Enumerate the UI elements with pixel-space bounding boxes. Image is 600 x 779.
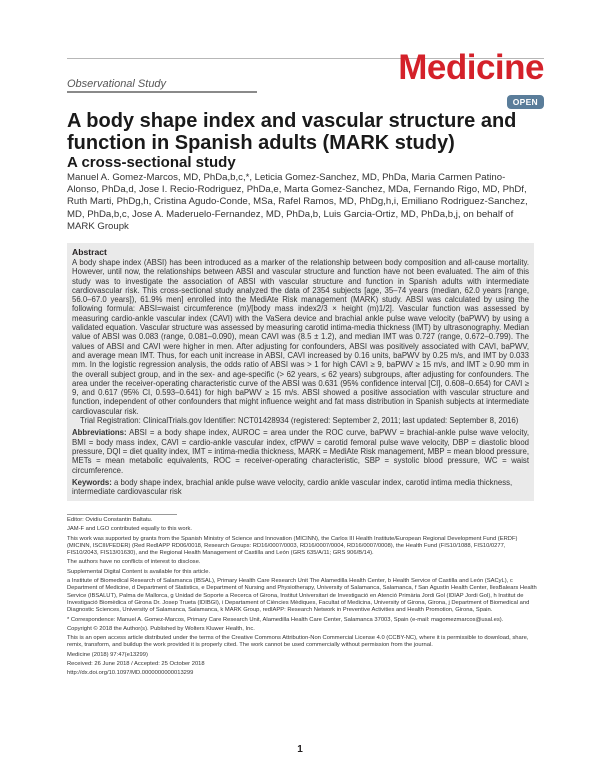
footnotes [67, 517, 537, 680]
journal-logo[interactable]: Medicine [398, 48, 544, 87]
keywords-label: Keywords: [72, 477, 112, 487]
keywords [72, 478, 529, 497]
abbreviations-text: ABSI = a body shape index, AUROC = area under the ROC curve, baPWV = brachial-ankle pulse wave velocity, BMI = body mass index, CAVI = cardio-ankle vascular index, cfPWV = carotid femoral pulse wave velocity, DBP = diastolic blood pressure, DQI = diet quality index, IMT = intima-media thickness, MARK = MediAte Risk management, MBP = mean blood pressure, METs = mean metabolic equivalents, ROC = receiver-operating characteristic, SBP = systolic blood pressure, WC = waist circumference. [72, 428, 529, 475]
abstract-heading: Abstract [72, 247, 107, 257]
note-funding: This work was supported by grants from the Spanish Ministry of Science and Innovation (MICINN), the Carlos III Health Institute/European Regional Development Fund (ERDF) (MICINN, ISCIII/FEDER) (Red RedIAPP RD06/0018, Research Groups: RD16/0007/0003, RD16/0007/0004, RD16/0007/0008), the Health Fund (FIS10/1088, FIS10/0277, FIS10/2043, FIS13/01630), and the Regional Health Management of Castilla and León (GRS 635/A/11; GRS 906/B/14). [67, 535, 518, 557]
footnote-rule [67, 514, 177, 515]
note-editor: Editor: Ovidiu Constantin Baltatu. [67, 517, 153, 523]
note-correspondence: * Correspondence: Manuel A. Gomez-Marcos, Primary Care Research Unit, Alamedilla Health Care Center, Salamanca 37003, Spain (e-mail: magomezmarcos@usal.es). [67, 616, 504, 623]
note-doi[interactable]: http://dx.doi.org/10.1097/MD.0000000000013299 [67, 670, 194, 677]
note-contribution: JAM-F and LGO contributed equally to this work. [67, 526, 193, 533]
note-citation: Medicine (2018) 97:47(e13299) [67, 651, 148, 658]
abbreviations-label: Abbreviations: [72, 428, 127, 438]
article-title: A body shape index and vascular structure and function in Spanish adults (MARK study) [67, 110, 517, 154]
note-copyright: Copyright © 2018 the Author(s). Published by Wolters Kluwer Health, Inc. [67, 625, 255, 632]
abstract-box [67, 243, 534, 501]
article-category: Observational Study [67, 78, 167, 90]
note-conflicts: The authors have no conflicts of interest to disclose. [67, 559, 201, 566]
note-license: This is an open access article distributed under the terms of the Creative Commons Attribution-Non Commercial License 4.0 (CCBY-NC), where it is permissible to download, share, remix, transform, and buildup the work provided it is properly cited. The work cannot be used commercially without permission from the journal. [67, 635, 529, 649]
trial-registration: Trial Registration: ClinicalTrials.gov Identifier: NCT01428934 (registered: September 2, 2011; last updated: September 8, 2016) [80, 416, 519, 426]
abbreviations [72, 428, 529, 474]
abstract-body: A body shape index (ABSI) has been introduced as a marker of the relationship between body composition and all-cause mortality. However, until now, the relationships between ABSI and vascular structure and function have not been evaluated. The aim of this study was to investigate the association of ABSI with vascular structure and function in Spanish adults with intermediate cardiovascular risk. This cross-sectional study analyzed the data of 2354 subjects [age, 35–74 years (median, 62.0 years [range, 56.0–67.0 years]), 61.9% men] enrolled into the MediAte Risk management (MARK) study. ABSI was calculated by using the following formula: ABSI=waist circumference (m)/[body mass index2/3 × height (m)1/2]. Vascular function was assessed by measuring cardio-ankle vascular index (CAVI) with the VaSera device and brachial ankle pulse wave velocity (baPWV) by using a validated equation. Vascular structure was assessed by measuring carotid intima-media thickness (IMT) by ultrasonography. Median value of ABSI was 0.083 (range, 0.081–0.090), mean CAVI was (8.5 ± 1.2), and median IMT was 0.727 (range, 0.672–0.799). The values of ABSI and CAVI were higher in men. After adjusting for confounders, ABSI was positively associated with CAVI, baPWV, and average mean IMT. Thus, for each unit increase in ABSI, CAVI increased by 0.16 units, baPWV by 0.25 m/s, and IMT by 0.033 mm. In the logistic regression analysis, the odds ratio of ABSI was > 1 for high CAVI ≥ 9, baPWV ≥ 15 m/s, and IMT ≥ 0.90 mm in the overall subject group, and in the sex- and age-specific (> 62 years, ≤ 62 years) subgroups, after adjusting for confounders. The area under the receiver-operating characteristic curve of the ABSI was 0.631 (95% confidence interval [CI], 0.608–0.654) for CAVI ≥ 9, and 0.617 (95% CI, 0.593–0.641) for high baPWV ≥ 15 m/s. ABSI showed a positive association with vascular structure and function, independent of other confounders that might influence weight and fat mass distribution in Spanish subjects at intermediate cardiovascular risk. [72, 258, 529, 416]
category-underline [67, 91, 257, 93]
note-dates: Received: 26 June 2018 / Accepted: 25 October 2018 [67, 661, 205, 668]
note-supplemental: Supplemental Digital Content is available for this article. [67, 568, 211, 575]
note-affiliations: a Institute of Biomedical Research of Salamanca (IBSAL), Primary Health Care Research Unit The Alamedilla Health Center, b Health Service of Castilla and León (SACyL), c Department of Medicine, d Department of Statistics, e Department of Nursing and Physiotherapy, University of Salamanca, Salamanca, f San Agustín Health Center, IlesBalears Health Service (IBSALUT), Palma de Mallorca, g Unidad de Soporte a Recerca of Girona, Institut Universitari de Investigació en Atenció Primària Jordi Gol (IDIAP Jordi Gol), h Institut de Investigació Biomèdica of Girona Dr. Josep Trueta (IDIBGI), i Departament of Ciències Mèdiques, Facultat of Medicina, University of Girona, Girona, j Department of Biomedical and Diagnostic Sciences, University of Salamanca, Salamanca, k MARK Group, redIAPP: Research Network in Preventive Activities and Health Promotion, Girona, Spain. [67, 578, 537, 614]
keywords-text: a body shape index, brachial ankle pulse wave velocity, cardio ankle vascular index, carotid intima media thickness, intermediate cardiovascular risk [72, 477, 513, 497]
open-access-badge: OPEN [507, 95, 544, 109]
author-list: Manuel A. Gomez-Marcos, MD, PhDa,b,c,*, Leticia Gomez-Sanchez, MD, PhDa, Maria Carmen Patino-Alonso, PhDa,d, Jose I. Recio-Rodriguez, PhDa,e, Marta Gomez-Sanchez, MDa, Fernando Rigo, MD, PhDf, Ruth Marti, PhDg,h, Cristina Agudo-Conde, MSa, Rafel Ramos, MD, PhDg,h,i, Emiliano Rodriguez-Sanchez, MD, PhDa,b,c, Jose A. Maderuelo-Fernandez, MD, PhDa,b, Luis Garcia-Ortiz, MD, PhDa,b,j, on behalf of MARK Groupk [67, 172, 528, 232]
page-number: 1 [297, 744, 303, 755]
article-subtitle: A cross-sectional study [67, 154, 236, 171]
